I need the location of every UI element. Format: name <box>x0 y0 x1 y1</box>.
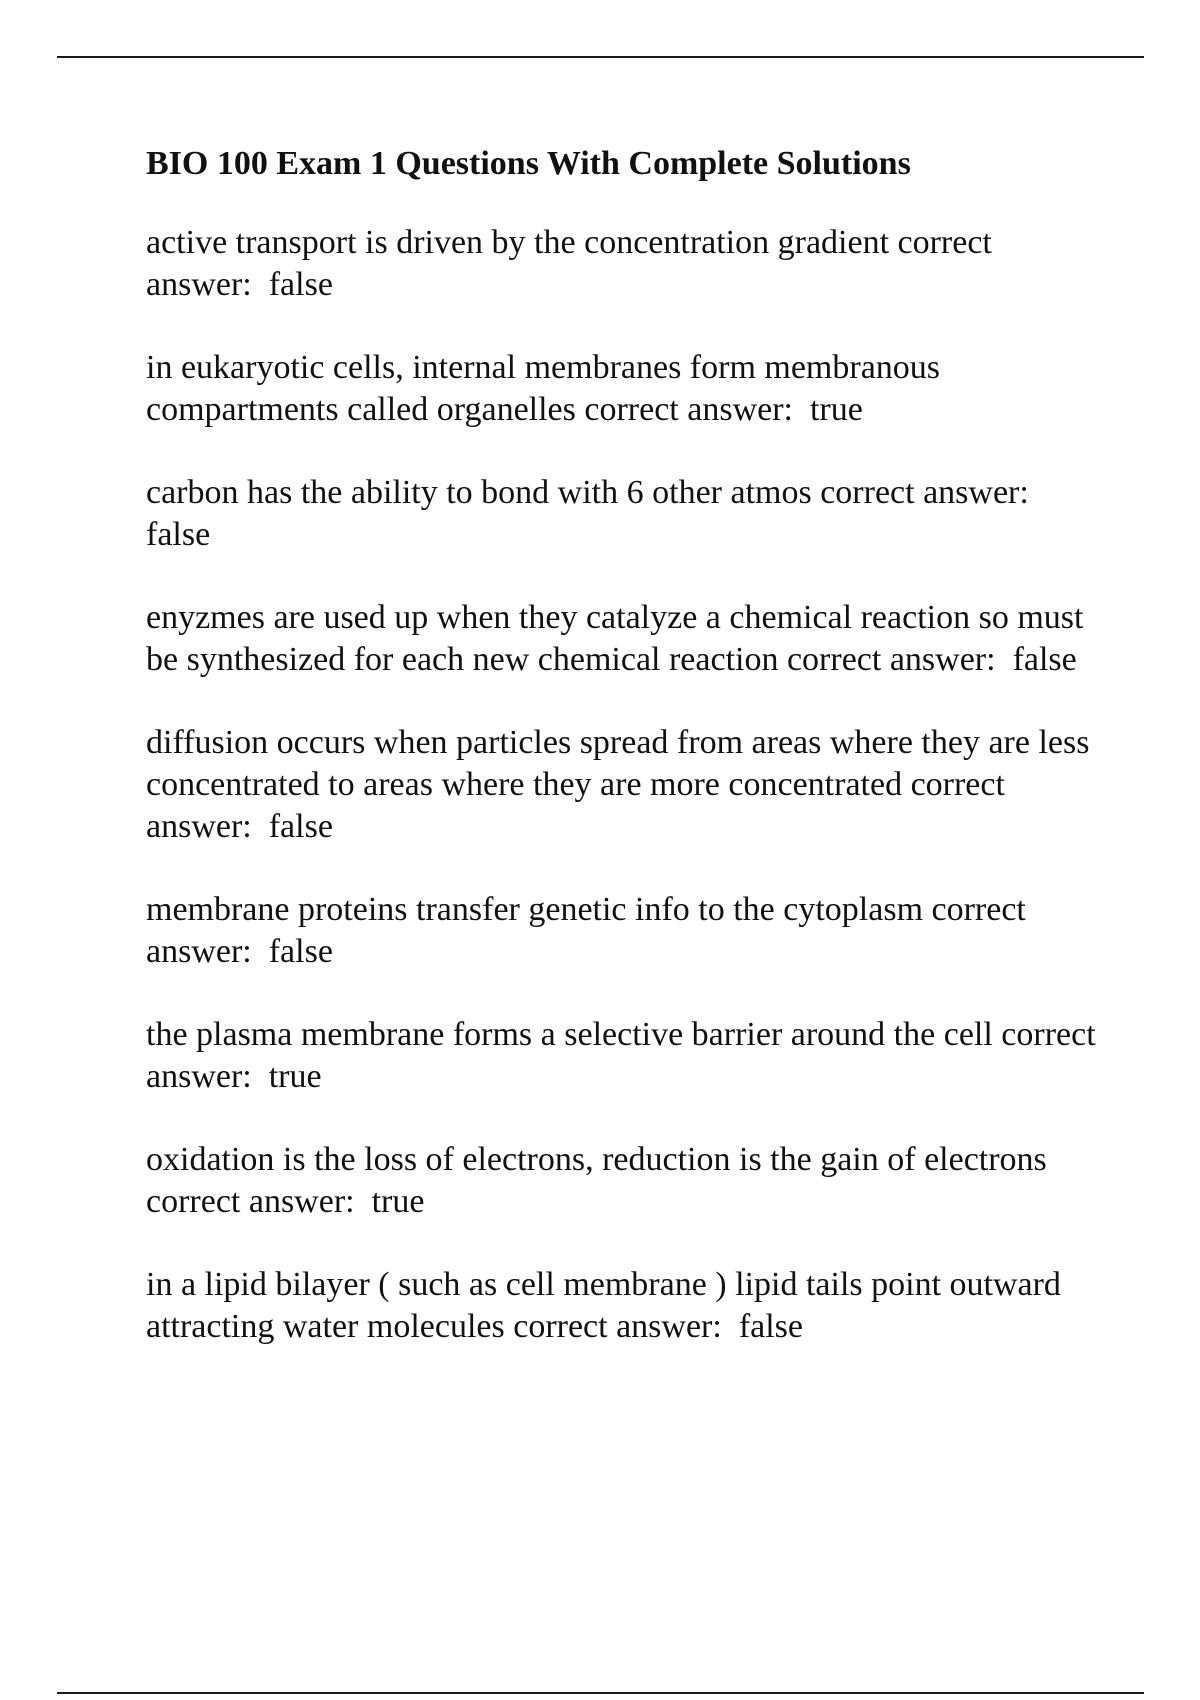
qa-item: carbon has the ability to bond with 6 other atmos correct answer: false <box>146 474 1046 553</box>
qa-item: in a lipid bilayer ( such as cell membrane ) lipid tails point outward attracting water molecules correct answer: false <box>146 1266 1070 1345</box>
qa-item: the plasma membrane forms a selective barrier around the cell correct answer: true <box>146 1016 1105 1095</box>
qa-item: diffusion occurs when particles spread from areas where they are less concentrated to areas where they are more concentrated correct answer: false <box>146 724 1098 845</box>
header-rule <box>57 56 1144 58</box>
qa-item: in eukaryotic cells, internal membranes form membranous compartments called organelles correct answer: true <box>146 349 949 428</box>
qa-item: active transport is driven by the concentration gradient correct answer: false <box>146 224 1001 303</box>
qa-item: oxidation is the loss of electrons, reduction is the gain of electrons correct answer: true <box>146 1141 1056 1220</box>
footer-rule <box>57 1692 1144 1694</box>
document-title: BIO 100 Exam 1 Questions With Complete Solutions <box>146 145 911 182</box>
qa-item: enyzmes are used up when they catalyze a chemical reaction so must be synthesized for each new chemical reaction correct answer: false <box>146 599 1092 678</box>
qa-item: membrane proteins transfer genetic info to the cytoplasm correct answer: false <box>146 891 1035 970</box>
document-body <box>146 144 1105 1389</box>
